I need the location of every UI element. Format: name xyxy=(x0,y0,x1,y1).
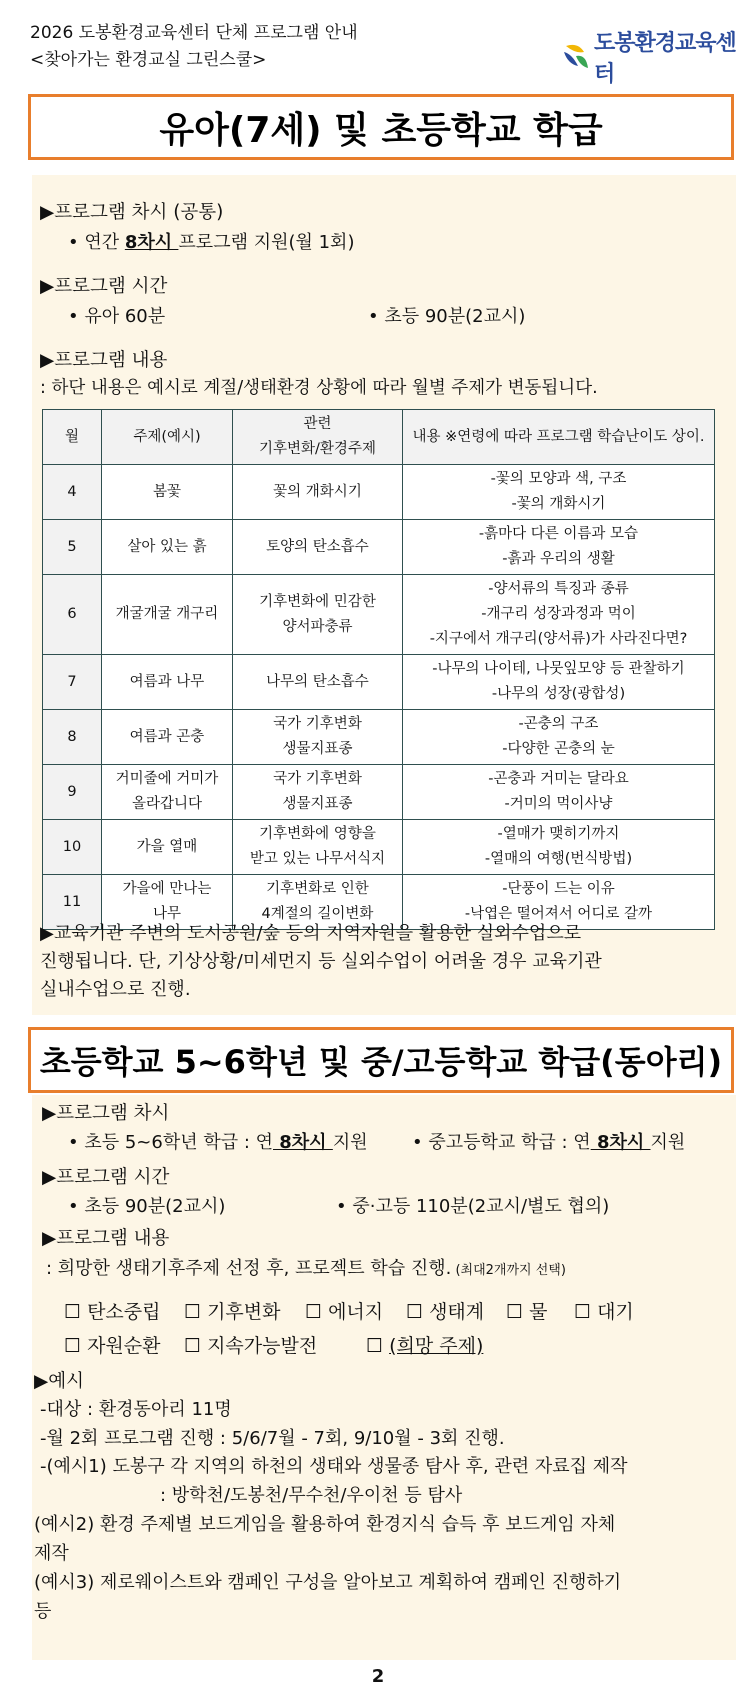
cell-content: -열매가 맺히기까지 -열매의 여행(번식방법) xyxy=(403,820,715,875)
cell-topic: 가을 열매 xyxy=(102,820,233,875)
section2-title: 초등학교 5~6학년 및 중/고등학교 학급(동아리) xyxy=(28,1027,734,1093)
cell-month: 7 xyxy=(43,655,102,710)
table-header-row xyxy=(43,410,715,465)
topic-checkbox-climate[interactable]: ☐ 기후변화 xyxy=(184,1301,281,1323)
page-number: 2 xyxy=(371,1666,385,1687)
cell-month: 11 xyxy=(43,875,102,930)
cell-month: 9 xyxy=(43,765,102,820)
s2-example3-line1: (예시3) 제로웨이스트와 캠페인 구성을 알아보고 계획하여 캠페인 진행하기 xyxy=(34,1572,622,1593)
program-table xyxy=(42,409,715,930)
table-row xyxy=(43,765,715,820)
s2-example3-line2: 등 xyxy=(34,1601,52,1622)
cell-topic: 개굴개굴 개구리 xyxy=(102,575,233,655)
s2-count-heading: ▶프로그램 차시 xyxy=(42,1103,170,1124)
cell-related: 국가 기후변화 생물지표종 xyxy=(233,710,403,765)
cell-content: -단풍이 드는 이유 -낙엽은 떨어져서 어디로 갈까 xyxy=(403,875,715,930)
cell-month: 5 xyxy=(43,520,102,575)
topic-checkbox-recycle[interactable]: ☐ 자원순환 xyxy=(64,1335,161,1357)
s2-content-heading: ▶프로그램 내용 xyxy=(42,1228,170,1249)
s2-content-note: : 희망한 생태기후주제 선정 후, 프로젝트 학습 진행. (최대2개까지 선택) xyxy=(46,1258,566,1279)
cell-month: 8 xyxy=(43,710,102,765)
cell-topic: 여름과 곤충 xyxy=(102,710,233,765)
cell-month: 4 xyxy=(43,465,102,520)
cell-content: -곤충의 구조 -다양한 곤충의 눈 xyxy=(403,710,715,765)
table-row xyxy=(43,575,715,655)
s1-content-heading: ▶프로그램 내용 xyxy=(40,350,168,371)
s1-time-heading: ▶프로그램 시간 xyxy=(40,276,168,297)
s1-count-bold: 8차시 xyxy=(124,232,179,253)
cell-topic: 살아 있는 흙 xyxy=(102,520,233,575)
cell-topic: 가을에 만나는 나무 xyxy=(102,875,233,930)
cell-related: 기후변화로 인한 4계절의 길이변화 xyxy=(233,875,403,930)
s2-time-mid: • 중·고등 110분(2교시/별도 협의) xyxy=(336,1196,610,1217)
s2-count-elem: • 초등 5~6학년 학급 : 연 8차시 지원 xyxy=(68,1132,368,1153)
topic-custom-label: (희망 주제) xyxy=(389,1335,484,1357)
header-subtitle: <찾아가는 환경교실 그린스쿨> xyxy=(30,50,267,70)
s1-outdoor-line1: ▶교육기관 주변의 도시공원/숲 등의 지역자원을 활용한 실외수업으로 xyxy=(40,923,582,944)
topic-checkbox-ecosystem[interactable]: ☐ 생태계 xyxy=(406,1301,485,1323)
cell-month: 10 xyxy=(43,820,102,875)
s2-example-heading: ▶예시 xyxy=(34,1371,84,1392)
s2-example-schedule: -월 2회 프로그램 진행 : 5/6/7월 - 7회, 9/10월 - 3회 진행. xyxy=(40,1428,505,1449)
cell-content: -곤충과 거미는 달라요 -거미의 먹이사냥 xyxy=(403,765,715,820)
col-content: 내용 ※연령에 따라 프로그램 학습난이도 상이. xyxy=(403,410,715,465)
table-row xyxy=(43,710,715,765)
topic-checkbox-air[interactable]: ☐ 대기 xyxy=(574,1301,634,1323)
cell-related: 국가 기후변화 생물지표종 xyxy=(233,765,403,820)
s1-outdoor-line2: 진행됩니다. 단, 기상상황/미세먼지 등 실외수업이 어려울 경우 교육기관 xyxy=(40,951,602,972)
logo-mark-icon xyxy=(562,42,590,72)
s2-count-mid: • 중고등학교 학급 : 연 8차시 지원 xyxy=(412,1132,686,1153)
cell-content: -나무의 나이테, 나뭇잎모양 등 관찰하기 -나무의 성장(광합성) xyxy=(403,655,715,710)
s2-time-heading: ▶프로그램 시간 xyxy=(42,1167,170,1188)
s2-example2-line2: 제작 xyxy=(34,1543,69,1564)
cell-topic: 여름과 나무 xyxy=(102,655,233,710)
cell-related: 토양의 탄소흡수 xyxy=(233,520,403,575)
table-row xyxy=(43,820,715,875)
cell-related: 기후변화에 민감한 양서파충류 xyxy=(233,575,403,655)
cell-topic: 봄꽃 xyxy=(102,465,233,520)
section1-title: 유아(7세) 및 초등학교 학급 xyxy=(28,94,734,160)
center-logo xyxy=(562,26,756,88)
table-row xyxy=(43,655,715,710)
s1-content-note: : 하단 내용은 예시로 계절/생태환경 상황에 따라 월별 주제가 변동됩니다. xyxy=(40,378,598,398)
header-title: 2026 도봉환경교육센터 단체 프로그램 안내 xyxy=(30,23,358,43)
topic-checkbox-water[interactable]: ☐ 물 xyxy=(506,1301,548,1323)
col-related: 관련 기후변화/환경주제 xyxy=(233,410,403,465)
cell-related: 꽃의 개화시기 xyxy=(233,465,403,520)
s2-example1-line1: -(예시1) 도봉구 각 지역의 하천의 생태와 생물종 탐사 후, 관련 자료집 제작 xyxy=(40,1456,628,1477)
s2-time-elem: • 초등 90분(2교시) xyxy=(68,1196,226,1217)
document-header xyxy=(30,20,358,74)
cell-related: 기후변화에 영향을 받고 있는 나무서식지 xyxy=(233,820,403,875)
topic-checkbox-energy[interactable]: ☐ 에너지 xyxy=(305,1301,384,1323)
topic-checkbox-custom[interactable]: ☐ (희망 주제) xyxy=(366,1335,484,1357)
s1-count-line: • 연간 8차시 프로그램 지원(월 1회) xyxy=(68,232,355,253)
s2-example-target: -대상 : 환경동아리 11명 xyxy=(40,1399,232,1420)
cell-content: -꽃의 모양과 색, 구조 -꽃의 개화시기 xyxy=(403,465,715,520)
topic-checkbox-sustainable[interactable]: ☐ 지속가능발전 xyxy=(184,1335,318,1357)
s2-example2-line1: (예시2) 환경 주제별 보드게임을 활용하여 환경지식 습득 후 보드게임 자체 xyxy=(34,1514,616,1535)
cell-content: -양서류의 특징과 종류 -개구리 성장과정과 먹이 -지구에서 개구리(양서류)가 사라진다면? xyxy=(403,575,715,655)
cell-month: 6 xyxy=(43,575,102,655)
s1-time-elem: • 초등 90분(2교시) xyxy=(368,306,526,327)
s1-outdoor-line3: 실내수업으로 진행. xyxy=(40,979,191,1000)
s1-time-kinder: • 유아 60분 xyxy=(68,306,166,327)
s2-example1-line2: : 방학천/도봉천/무수천/우이천 등 탐사 xyxy=(160,1485,463,1506)
cell-related: 나무의 탄소흡수 xyxy=(233,655,403,710)
table-row xyxy=(43,520,715,575)
s1-count-heading: ▶프로그램 차시 (공통) xyxy=(40,202,224,223)
table-row xyxy=(43,465,715,520)
col-month: 월 xyxy=(43,410,102,465)
topic-checkbox-tanso[interactable]: ☐ 탄소중립 xyxy=(64,1301,161,1323)
logo-text: 도봉환경교육센터 xyxy=(594,31,736,87)
col-topic: 주제(예시) xyxy=(102,410,233,465)
cell-topic: 거미줄에 거미가 올라갑니다 xyxy=(102,765,233,820)
cell-content: -흙마다 다른 이름과 모습 -흙과 우리의 생활 xyxy=(403,520,715,575)
